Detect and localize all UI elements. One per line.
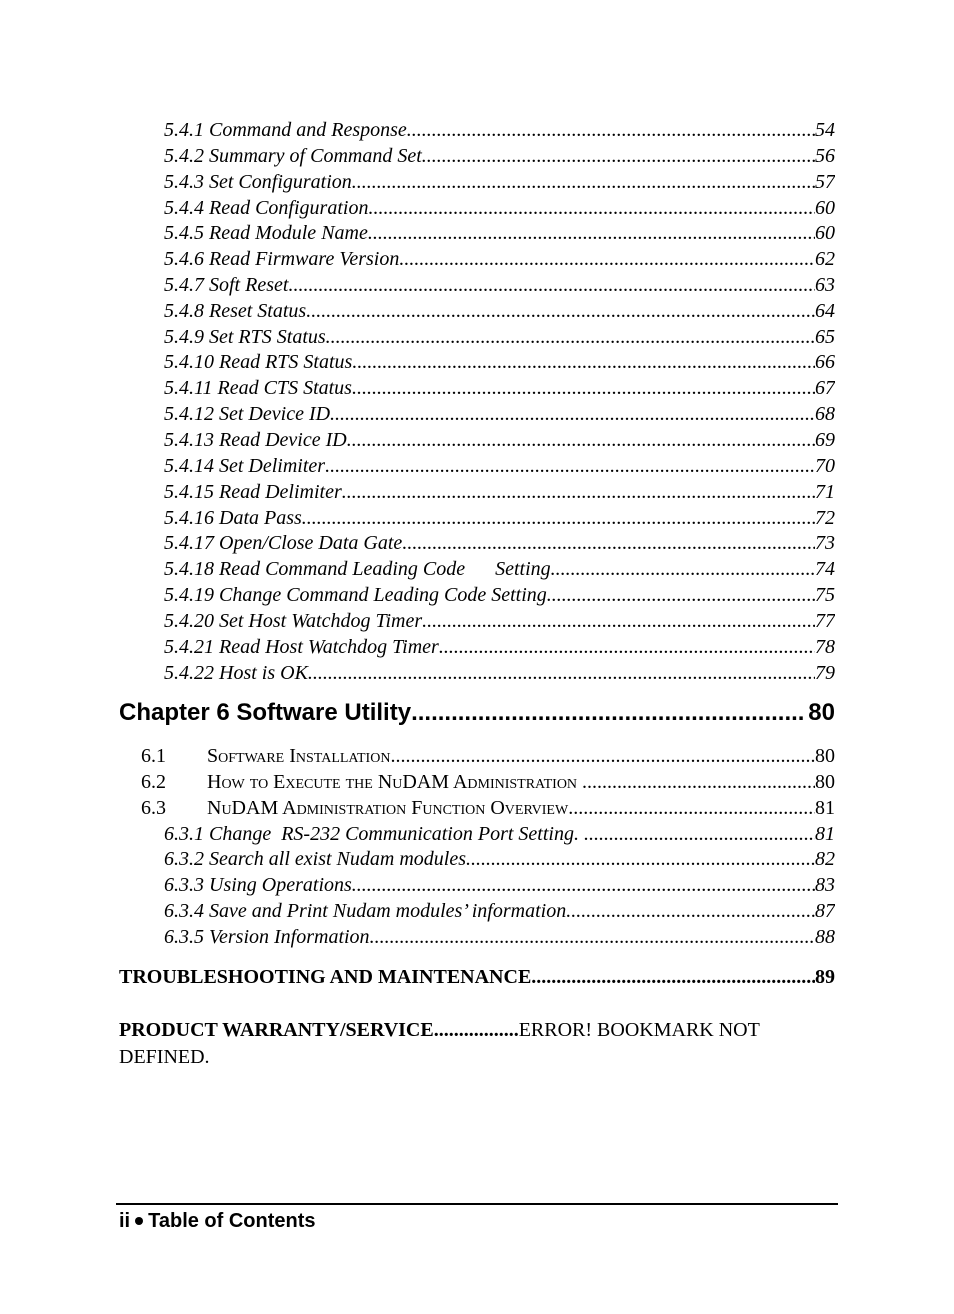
toc-entry-title: How to Execute the NuDAM Administration [207,771,583,793]
toc-entry-5-4-17[interactable] [164,532,835,558]
page-number: ii [119,1210,131,1232]
toc-entry-title: 5.4.9 Set RTS Status [164,326,326,348]
toc-entry-page: 57 [815,171,835,193]
toc-entry-title: 5.4.6 Read Firmware Version [164,248,400,270]
toc-entry-title: 5.4.22 Host is OK [164,662,308,684]
toc-entry-title: 5.4.12 Set Device ID [164,403,331,425]
dot-leader [390,745,815,768]
toc-entry-5-4-1[interactable] [164,119,835,145]
dot-leader [547,584,815,607]
toc-entry-title: 6.3.1 Change RS-232 Communication Port Setting. [164,823,584,845]
toc-entry-page: 79 [815,662,835,684]
dot-leader [306,300,815,323]
toc-entry-page: 75 [815,584,835,606]
toc-entry-page: 87 [815,900,835,922]
toc-entry-page: 69 [815,429,835,451]
dot-leader [466,848,815,871]
toc-entry-title: 5.4.3 Set Configuration [164,171,352,193]
bookmark-error-text: ERROR! BOOKMARK NOT DEFINED. [119,1019,760,1068]
toc-entry-5-4-12[interactable] [164,403,835,429]
toc-entry-5-4-20[interactable] [164,610,835,636]
dot-leader [422,610,815,633]
toc-entry-title: 5.4.5 Read Module Name [164,222,368,244]
toc-entry-title: 5.4.14 Set Delimiter [164,455,326,477]
dot-leader [551,558,815,581]
dot-leader [422,145,815,168]
toc-entry-page: 82 [815,848,835,870]
toc-entry-title: 5.4.4 Read Configuration [164,197,369,219]
toc-entry-5-4-13[interactable] [164,429,835,455]
toc-entry-5-4-19[interactable] [164,584,835,610]
dot-leader [568,797,815,820]
toc-entry-6-1[interactable] [141,745,835,771]
toc-chapter-6[interactable] [119,699,835,733]
dot-leader [342,481,815,504]
toc-entry-title: 5.4.18 Read Command Leading Code Setting [164,558,551,580]
toc-entry-5-4-10[interactable] [164,351,835,377]
toc-entry-page: 66 [815,351,835,373]
toc-entry-title: 5.4.19 Change Command Leading Code Setting [164,584,547,606]
toc-entry-title: 5.4.21 Read Host Watchdog Timer [164,636,439,658]
dot-leader [347,429,815,452]
toc-entry-page: 54 [815,119,835,141]
footer-rule [116,1203,838,1205]
bullet-icon [135,1217,143,1225]
toc-entry-title: 5.4.2 Summary of Command Set [164,145,422,167]
toc-entry-5-4-7[interactable] [164,274,835,300]
toc-entry-title: 5.4.7 Soft Reset [164,274,289,296]
toc-entry-title: 5.4.10 Read RTS Status [164,351,353,373]
warranty-title: PRODUCT WARRANTY/SERVICE [119,1019,434,1041]
toc-entry-5-4-15[interactable] [164,481,835,507]
toc-entry-5-4-22[interactable] [164,662,835,688]
dot-leader [370,926,815,949]
toc-entry-page: 72 [815,507,835,529]
toc-product-warranty[interactable] [119,1017,835,1071]
toc-entry-title: 5.4.20 Set Host Watchdog Timer [164,610,423,632]
toc-entry-page: 65 [815,326,835,348]
toc-entry-title: 5.4.13 Read Device ID [164,429,347,451]
dot-leader [407,119,815,142]
toc-entry-page: 80 [815,771,835,793]
toc-entry-title: 5.4.17 Open/Close Data Gate [164,532,403,554]
dot-leader [411,699,804,727]
dot-leader [352,171,815,194]
toc-entry-5-4-2[interactable] [164,145,835,171]
dot-leader [302,507,815,530]
toc-entry-5-4-11[interactable] [164,377,835,403]
toc-entry-5-4-6[interactable] [164,248,835,274]
toc-entry-page: 77 [815,610,835,632]
toc-entry-page: 74 [815,558,835,580]
toc-entry-title: 6.3.4 Save and Print Nudam modules’ information [164,900,567,922]
toc-entry-page: 88 [815,926,835,948]
toc-entry-page: 63 [815,274,835,296]
toc-entry-5-4-21[interactable] [164,636,835,662]
toc-entry-title: NuDAM Administration Function Overview [207,797,569,819]
dot-leader [352,351,815,374]
toc-entry-5-4-5[interactable] [164,222,835,248]
dot-leader [566,900,815,923]
dot-leader [288,274,815,297]
toc-entry-5-4-16[interactable] [164,507,835,533]
toc-entry-page: 56 [815,145,835,167]
toc-entry-page: 73 [815,532,835,554]
dot-leader [330,403,815,426]
troubleshooting-page: 89 [815,966,835,988]
dot-leader: ................. [433,1019,519,1041]
dot-leader [582,771,815,794]
toc-entry-page: 81 [815,823,835,845]
toc-entry-5-4-8[interactable] [164,300,835,326]
footer-section-label: Table of Contents [148,1210,316,1232]
toc-entry-6-3-5[interactable] [164,926,835,952]
dot-leader [325,455,815,478]
toc-entry-6-3-1[interactable] [164,823,835,849]
toc-entry-title: 5.4.1 Command and Response [164,119,407,141]
toc-troubleshooting[interactable] [119,964,835,991]
toc-entry-5-4-9[interactable] [164,326,835,352]
toc-entry-title: Software Installation [207,745,391,767]
dot-leader [368,197,815,220]
toc-entry-6-3[interactable] [141,797,835,823]
dot-leader [326,326,815,349]
page-footer [119,1208,316,1234]
toc-entry-page: 67 [815,377,835,399]
toc-entry-title: 5.4.8 Reset Status [164,300,307,322]
chapter-title: Chapter 6 Software Utility [119,699,412,726]
dot-leader [531,964,815,991]
toc-entry-page: 64 [815,300,835,322]
dot-leader [368,222,815,245]
toc-entry-title: 5.4.11 Read CTS Status [164,377,352,399]
dot-leader [399,248,815,271]
toc-entry-number: 6.1 [141,745,166,767]
toc-entry-title: 6.3.5 Version Information [164,926,370,948]
toc-entry-page: 71 [815,481,835,503]
toc-entry-number: 6.3 [141,797,166,819]
toc-entry-6-2[interactable] [141,771,835,797]
toc-entry-page: 70 [815,455,835,477]
toc-entry-6-3-2[interactable] [164,848,835,874]
toc-entry-page: 60 [815,222,835,244]
dot-leader [402,532,815,555]
dot-leader [352,874,815,897]
toc-entry-title: 6.3.2 Search all exist Nudam modules [164,848,467,870]
chapter-page: 80 [808,699,835,726]
toc-entry-6-3-4[interactable] [164,900,835,926]
toc-entry-page: 78 [815,636,835,658]
toc-entry-number: 6.2 [141,771,166,793]
toc-entry-title: 5.4.16 Data Pass [164,507,302,529]
toc-entry-5-4-18[interactable] [164,558,835,584]
toc-entry-6-3-3[interactable] [164,874,835,900]
toc-entry-page: 68 [815,403,835,425]
dot-leader [584,823,815,846]
troubleshooting-title: TROUBLESHOOTING AND MAINTENANCE [119,966,532,988]
toc-entry-5-4-4[interactable] [164,197,835,223]
dot-leader [439,636,815,659]
toc-entry-title: 5.4.15 Read Delimiter [164,481,342,503]
toc-entry-5-4-3[interactable] [164,171,835,197]
toc-entry-page: 83 [815,874,835,896]
toc-entry-page: 62 [815,248,835,270]
dot-leader [352,377,815,400]
dot-leader [308,662,815,685]
toc-entry-page: 81 [815,797,835,819]
toc-entry-page: 60 [815,197,835,219]
toc-entry-title: 6.3.3 Using Operations [164,874,352,896]
toc-entry-page: 80 [815,745,835,767]
toc-entry-5-4-14[interactable] [164,455,835,481]
